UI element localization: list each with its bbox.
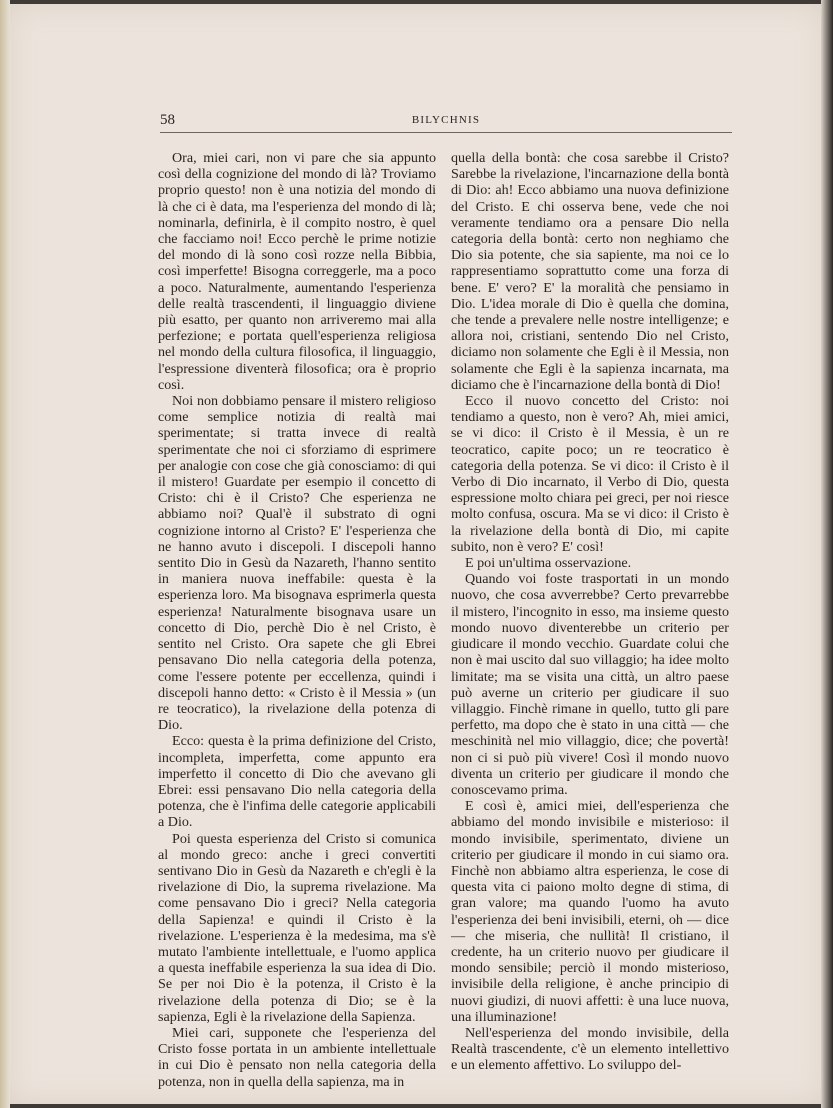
page-right-edge — [821, 0, 833, 1108]
page-header — [160, 112, 732, 133]
paragraph: Nell'esperienza del mondo invisibile, della Realtà trascendente, c'è un elemento intellettivo e un elemento affettivo. Lo sviluppo del- — [451, 1024, 729, 1074]
paragraph: quella della bontà: che cosa sarebbe il Cristo? Sarebbe la rivelazione, l'incarnazione della bontà di Dio: ah! Ecco abbiamo una nuova definizione del Cristo. E chi osserva bene, vede che noi veramente tendiamo ora a pensare Dio nella categoria della bontà: certo non neghiamo che Dio sia potente, che sia sapiente, ma noi ce lo rappresentiamo soprattutto come una forza di bene. E' vero? E' la moralità che pensiamo in Dio. L'idea morale di Dio è quella che domina, che tende a prevalere nelle nostre intelligenze; e allora noi, cristiani, sentendo Dio nel Cristo, diciamo non solamente che Egli è il Messia, non solamente che Egli è la sapienza incarnata, ma diciamo che è l'incarnazione della bontà di Dio! — [451, 150, 729, 393]
paragraph: Miei cari, supponete che l'esperienza del Cristo fosse portata in un ambiente intellettuale in cui Dio è pensato non nella categoria della potenza, non in quella della sapienza, ma in — [158, 1024, 436, 1090]
running-head: BILYCHNIS — [411, 114, 481, 126]
paragraph: Noi non dobbiamo pensare il mistero religioso come semplice notizia di realtà mai sperimentate; si tratta invece di realtà sperimentate che noi ci sforziamo di esprimere per analogie con cose che già conosciamo: di qui il mistero! Guardate per esempio il concetto di Cristo: chi è il Cristo? Che esperienza ne abbiamo noi? Qual'è il substrato di ogni cognizione intorno al Cristo? E' l'esperienza che ne hanno avuto i discepoli. I discepoli hanno sentito Dio in Gesù da Nazareth, l'hanno sentito in maniera nuova ineffabile: questa è la esperienza loro. Ma bisognava esprimerla questa esperienza! Naturalmente bisognava usare un concetto di Dio, perchè Dio è nel Cristo, è sentito nel Cristo. Ora sapete che gli Ebrei pensavano Dio nella categoria della potenza, come l'essere potente per eccellenza, quindi i discepoli hanno detto: « Cristo è il Messia » (un re teocratico), la rivelazione della potenza di Dio. — [158, 393, 436, 734]
paragraph: Ecco il nuovo concetto del Cristo: noi tendiamo a questo, non è vero? Ah, miei amici, se vi dico: il Cristo è il Messia, è un re teocratico, capite poco; un re teocratico è categoria della potenza. Se vi dico: il Cristo è il Verbo di Dio incarnato, il Verbo di Dio, questa espressione molto chiara pei greci, per noi riesce molto confusa, oscura. Ma se vi dico: il Cristo è la rivelazione della bontà di Dio, mi capite subito, non è vero? E' così! — [451, 393, 729, 555]
page-left-edge — [0, 0, 10, 1108]
right-column — [451, 150, 729, 1074]
paragraph: E poi un'ultima osservazione. — [465, 555, 632, 572]
paragraph: Poi questa esperienza del Cristo si comunica al mondo greco: anche i greci convertiti sentivano Dio in Gesù da Nazareth e ch'egli è la rivelazione di Dio, la suprema rivelazione. Ma come pensavano Dio i greci? Nella categoria della Sapienza! e quindi il Cristo è la rivelazione. L'esperienza è la medesima, ma s'è mutato l'ambiente intellettuale, e l'uomo applica a questa ineffabile esperienza la sua idea di Dio. Se per noi Dio è la potenza, il Cristo è la rivelazione della potenza di Dio; se è la sapienza, Egli è la rivelazione della Sapienza. — [158, 830, 436, 1025]
paragraph: Ora, miei cari, non vi pare che sia appunto così della cognizione del mondo di là? Troviamo proprio questo! non è una notizia del mondo di là che ci è data, ma l'esperienza del mondo di là; nominarla, definirla, è il compito nostro, è quel che facciamo noi! Ecco perchè le prime notizie del mondo di là sono così rozze nella Bibbia, così imperfette! Bisogna correggerle, ma a poco a poco. Naturalmente, aumentando l'esperienza delle realtà trascendenti, il linguaggio diviene più esatto, per quanto non arriveremo mai alla perfezione; e portata quell'esperienza religiosa nel mondo della cultura filosofica, il linguaggio, l'espressione diventerà filosofica; ora è proprio così. — [158, 150, 436, 393]
paragraph: E così è, amici miei, dell'esperienza che abbiamo del mondo invisibile e misterioso: il mondo invisibile, sperimentato, diviene un criterio per giudicare il mondo in cui siamo ora. Finchè non abbiamo altra esperienza, le cose di questa vita ci paiono molto degne di stima, di gran valore; ma quando l'uomo ha avuto l'esperienza dei beni invisibili, eterni, oh — dice — che miseria, che nullità! Il cristiano, il credente, ha un criterio nuovo per giudicare il mondo sensibile; perciò il mondo misterioso, invisibile della religione, è anche principio di nuovi giudizi, di nuovi affetti: è una luce nuova, una illuminazione! — [451, 798, 729, 1025]
paragraph: Quando voi foste trasportati in un mondo nuovo, che cosa avverrebbe? Certo prevarrebbe il mistero, l'incognito in esso, ma insieme questo mondo nuovo diventerebbe un criterio per giudicare il mondo vecchio. Guardate colui che non è mai uscito dal suo villaggio; ha idee molto limitate; ma se visita una città, un altro paese può averne un criterio per giudicare il suo villaggio. Finchè rimane in quello, tutto gli pare perfetto, ma dopo che è stato in una città — che meschinità nel mio villaggio, dice; che povertà! non ci si può più vivere! Così il mondo nuovo diventa un criterio per giudicare il mondo che conoscevamo prima. — [451, 571, 729, 798]
page-number: 58 — [160, 112, 175, 128]
left-column — [158, 150, 436, 1090]
paragraph: Ecco: questa è la prima definizione del Cristo, incompleta, imperfetta, come appunto era imperfetto il concetto di Dio che avevano gli Ebrei: essi pensavano Dio nella categoria della potenza, che è l'infima delle categorie applicabili a Dio. — [158, 733, 436, 831]
